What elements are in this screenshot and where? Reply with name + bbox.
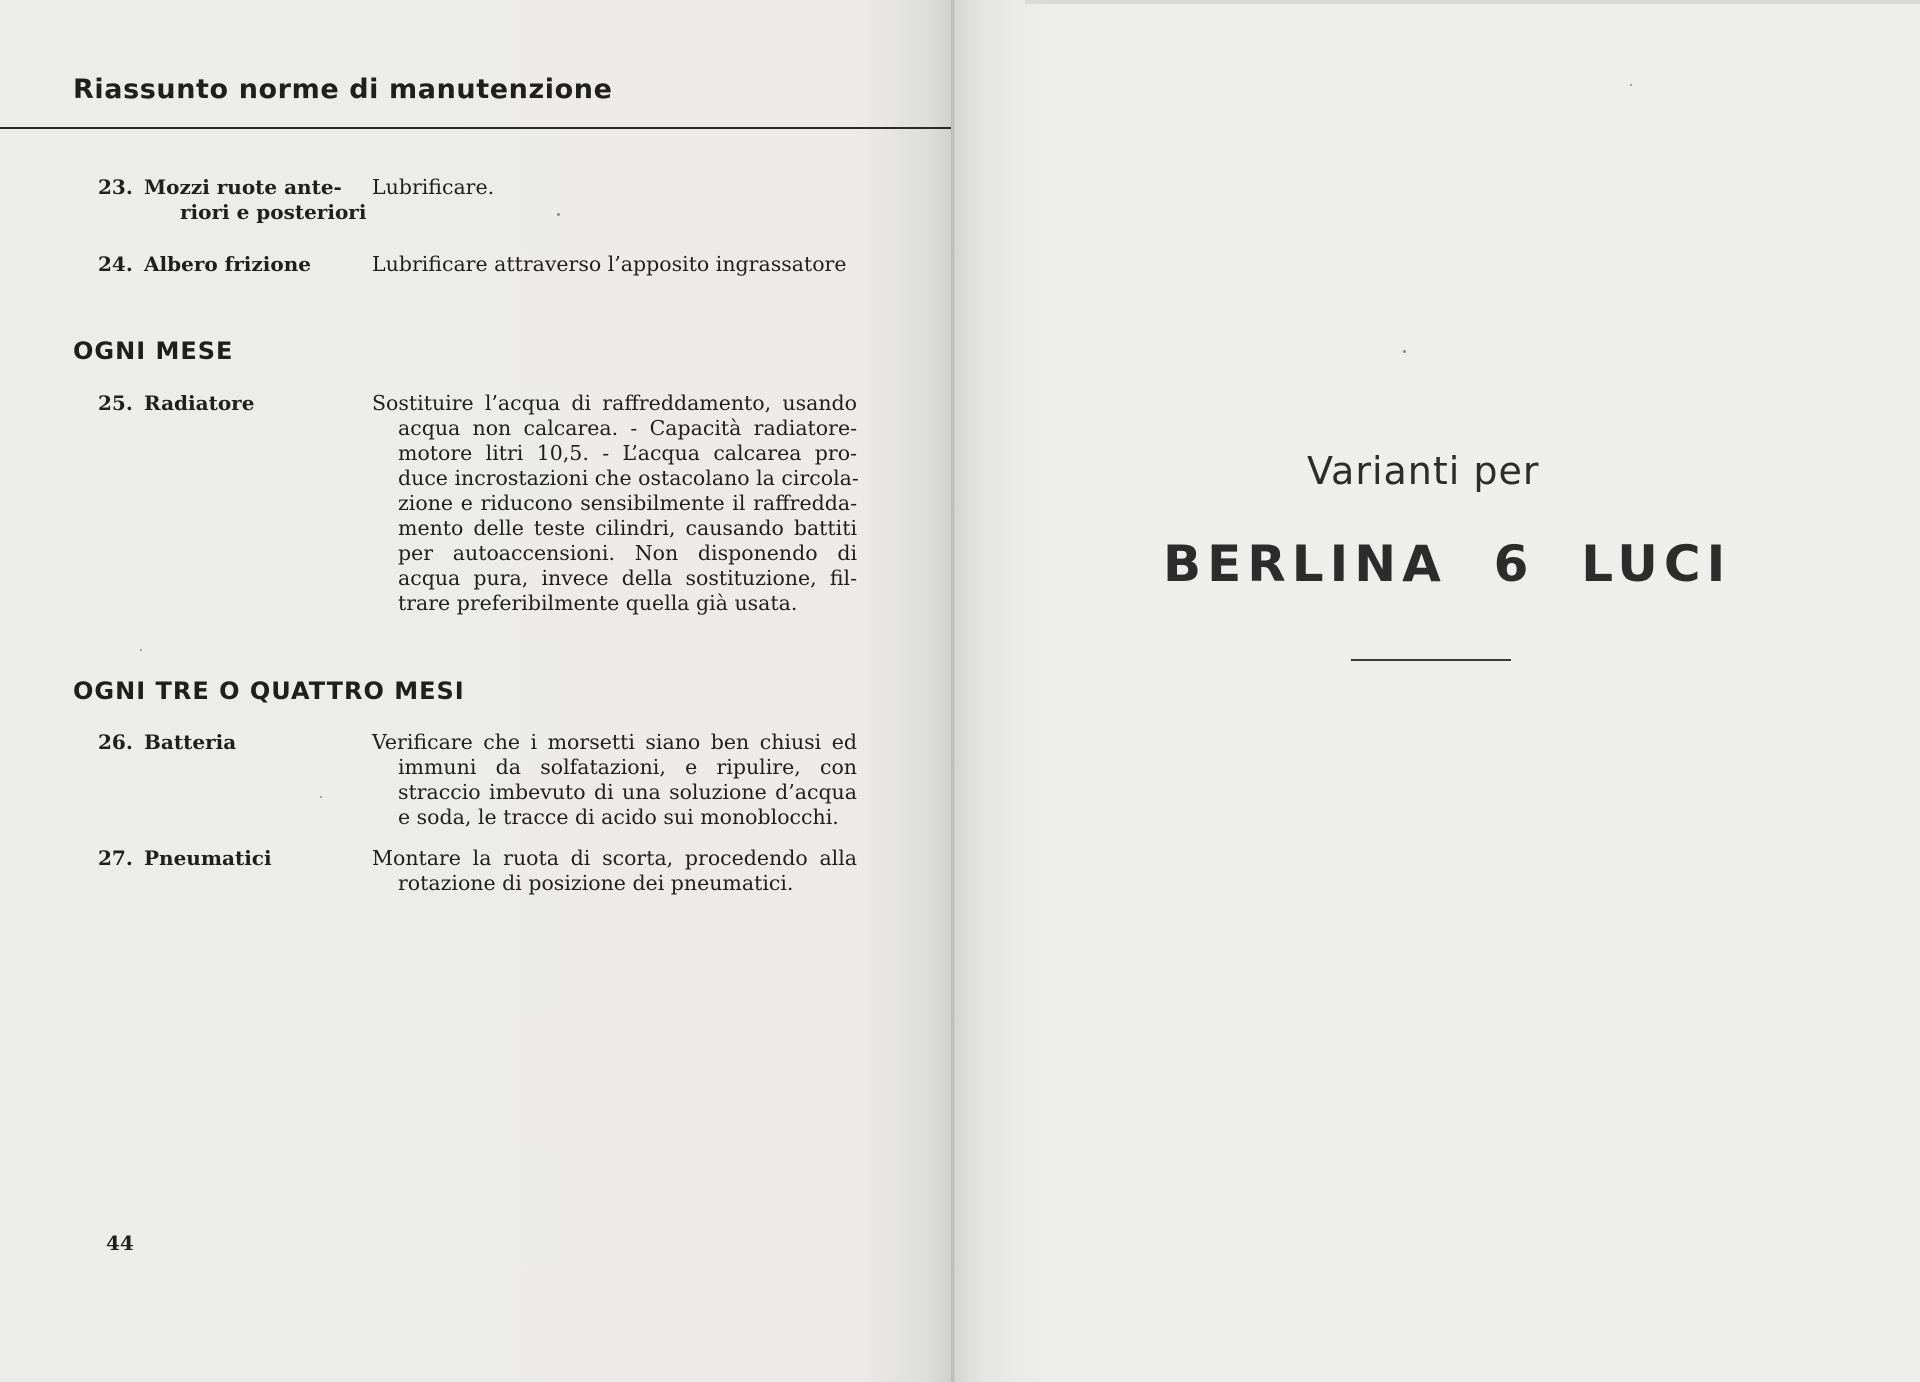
right-page (955, 0, 1920, 1382)
book-gutter (951, 0, 954, 1382)
entry-27-text (372, 846, 857, 896)
text-line: acqua pura, invece della sostituzione, fil- (398, 566, 857, 590)
text-line: Montare la ruota di scorta, procedendo alla (372, 846, 857, 870)
section-heading-monthly: OGNI MESE (73, 337, 234, 365)
text-line: Verificare che i morsetti siano ben chiusi ed (372, 730, 857, 754)
paper-speck (1630, 84, 1632, 86)
entry-label-continuation: riori e posteriori (180, 200, 367, 224)
entry-23-label (98, 175, 366, 225)
entry-label-text: Batteria (144, 730, 237, 754)
entry-25-label (98, 391, 254, 416)
entry-26-label (98, 730, 236, 755)
chapter-divider-rule (1351, 659, 1511, 661)
text-line: motore litri 10,5. - L’acqua calcarea pro- (398, 441, 857, 465)
text-line: Lubrificare. (372, 175, 495, 199)
page-number: 44 (106, 1231, 134, 1255)
page-top-edge (1025, 0, 1920, 4)
text-line: immuni da solfatazioni, e ripulire, con (398, 755, 857, 779)
text-line: zione e riducono sensibilmente il raffredda- (398, 491, 857, 515)
header-rule (0, 127, 953, 129)
chapter-title: BERLINA 6 LUCI (1163, 535, 1732, 593)
entry-label-text: Pneumatici (144, 846, 272, 870)
entry-number: 25. (98, 391, 133, 415)
entry-number: 26. (98, 730, 133, 754)
text-line: mento delle teste cilindri, causando battiti (398, 516, 857, 540)
paper-speck (140, 649, 142, 651)
text-line: rotazione di posizione dei pneumatici. (398, 871, 794, 895)
text-line: trare preferibilmente quella già usata. (398, 591, 798, 615)
paper-speck (557, 213, 560, 216)
entry-label-text: Radiatore (144, 391, 255, 415)
entry-number: 24. (98, 252, 133, 276)
entry-number: 27. (98, 846, 133, 870)
page-header-title: Riassunto norme di manutenzione (73, 74, 613, 105)
text-line: duce incrostazioni che ostacolano la circola- (398, 466, 859, 490)
entry-23-text (372, 175, 857, 200)
entry-24-label (98, 252, 311, 277)
entry-25-text (372, 391, 857, 616)
entry-number: 23. (98, 175, 133, 199)
entry-24-text (372, 252, 857, 277)
entry-26-text (372, 730, 857, 830)
text-line: straccio imbevuto di una soluzione d’acqua (398, 780, 857, 804)
paper-speck (1403, 350, 1406, 353)
entry-label-text: Albero frizione (144, 252, 311, 276)
chapter-subtitle: Varianti per (1307, 449, 1540, 493)
text-line: Sostituire l’acqua di raffreddamento, usando (372, 391, 857, 415)
entry-27-label (98, 846, 272, 871)
text-line: acqua non calcarea. - Capacità radiatore- (398, 416, 857, 440)
text-line: Lubrificare attraverso l’apposito ingrassatore (372, 252, 847, 276)
text-line: per autoaccensioni. Non disponendo di (398, 541, 857, 565)
entry-label-text: Mozzi ruote ante- (144, 175, 342, 199)
text-line: e soda, le tracce di acido sui monoblocchi. (398, 805, 839, 829)
paper-speck (320, 796, 322, 798)
section-heading-quarterly: OGNI TRE O QUATTRO MESI (73, 677, 465, 705)
left-page (0, 0, 955, 1382)
